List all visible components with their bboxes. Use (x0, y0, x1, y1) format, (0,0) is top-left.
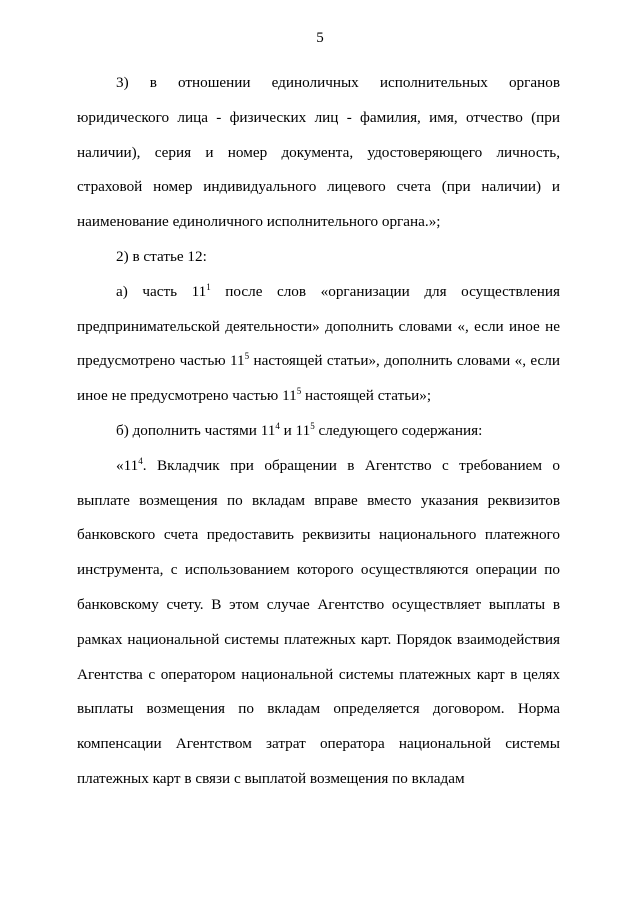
text-segment: . Вкладчик при обращении в Агентство с требованием о выплате возмещения по вкладам вправе вместо указания реквизитов банковского счета предоставить реквизиты национального платежного инструмента, с использованием которого осуществляются операции по банковскому счету. В этом случае Агентство осуществляет выплаты в рамках национальной системы платежных карт. Порядок взаимодействия Агентства с оператором национальной системы платежных карт в целях выплаты возмещения по вкладам определяется договором. Норма компенсации Агентством затрат оператора национальной системы платежных карт в связи с выплатой возмещения по вкладам (77, 456, 560, 787)
text-segment: следующего содержания: (314, 421, 483, 439)
superscript: 1 (206, 281, 211, 292)
paragraph-article-12: 2) в статье 12: (116, 247, 207, 265)
paragraph-item-3: 3) в отношении единоличных исполнительных органов юридического лица - физических лиц - фамилия, имя, отчество (при наличии), серия и номер документа, удостоверяющего личность, страховой номер индивидуального лицевого счета (при наличии) и наименование единоличного исполнительного органа.»; (77, 74, 560, 231)
text-segment: «11 (116, 456, 139, 474)
text-segment: настоящей статьи»; (301, 387, 432, 405)
superscript: 4 (138, 455, 143, 466)
text-segment: и 11 (279, 421, 311, 439)
document-body (77, 66, 560, 797)
text-segment: а) часть 11 (116, 282, 207, 300)
text-segment: б) дополнить частями 11 (116, 421, 276, 439)
paragraph-subitem-a (77, 275, 560, 414)
superscript: 5 (310, 420, 315, 431)
text-segment: после слов «организации для осуществления предпринимательской деятельности» дополнить словами «, если иное не предусмотрено частью 11 (77, 282, 560, 370)
paragraph-part-11-4 (77, 449, 560, 797)
superscript: 5 (244, 351, 250, 362)
page-number: 5 (316, 30, 324, 46)
paragraph-subitem-b (77, 414, 560, 449)
superscript: 5 (296, 386, 302, 397)
text-segment: настоящей статьи», дополнить словами «, если иное не предусмотрено частью 11 (77, 352, 560, 405)
superscript: 4 (275, 420, 280, 431)
